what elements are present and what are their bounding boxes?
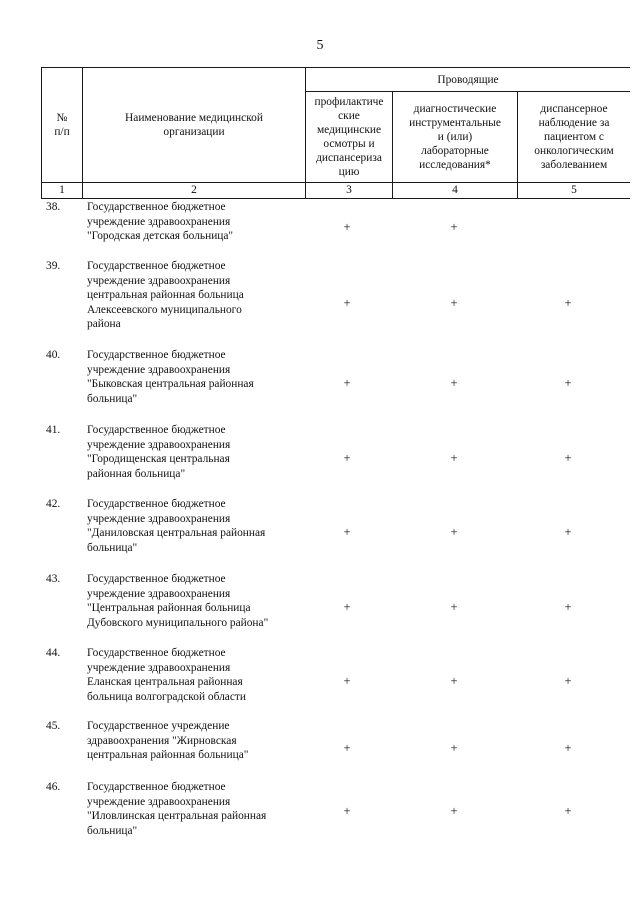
- mark-col3: +: [343, 451, 351, 465]
- organization-name: Государственное бюджетное учреждение здравоохранения "Иловлинская центральная районная больница": [87, 781, 267, 837]
- mark-col4: +: [450, 600, 458, 614]
- mark-col3: +: [343, 741, 351, 755]
- mark-col5: +: [564, 525, 572, 539]
- column-number-bottom-border: [41, 198, 630, 199]
- header-col5: диспансерное наблюдение за пациентом с онкологическим заболеванием: [534, 103, 614, 171]
- organization-name: Государственное бюджетное учреждение здравоохранения "Центральная районная больница Дубовского муниципального района": [87, 573, 269, 629]
- column-number-2: 2: [191, 184, 197, 196]
- mark-col5: +: [564, 451, 572, 465]
- header-col3: профилактиче ские медицинские осмотры и диспансериза цию: [314, 96, 384, 178]
- organization-name: Государственное бюджетное учреждение здравоохранения "Быковская центральная районная больница": [87, 349, 254, 405]
- mark-col3: +: [343, 376, 351, 390]
- mark-col4: +: [450, 296, 458, 310]
- mark-col3: +: [343, 296, 351, 310]
- row-number: 38.: [46, 201, 61, 213]
- row-number: 40.: [46, 349, 61, 361]
- header-organization: Наименование медицинской организации: [125, 112, 263, 138]
- organization-name: Государственное бюджетное учреждение здравоохранения "Городищенская центральная районная больница": [87, 424, 231, 480]
- row-number: 42.: [46, 498, 61, 510]
- mark-col3: +: [343, 674, 351, 688]
- row-number: 39.: [46, 260, 61, 272]
- organization-name: Государственное бюджетное учреждение здравоохранения "Даниловская центральная районная больница": [87, 498, 266, 554]
- mark-col4: +: [450, 741, 458, 755]
- row-number: 45.: [46, 720, 61, 732]
- mark-col4: +: [450, 376, 458, 390]
- mark-col5: +: [564, 674, 572, 688]
- page-number: 5: [316, 38, 324, 53]
- column-number-4: 4: [452, 184, 458, 196]
- row-number: 44.: [46, 647, 61, 659]
- header-num: № п/п: [54, 112, 70, 138]
- header-group-label: Проводящие: [437, 73, 499, 86]
- mark-col5: +: [564, 600, 572, 614]
- mark-col5: +: [564, 804, 572, 818]
- organization-name: Государственное бюджетное учреждение здравоохранения Еланская центральная районная больница волгоградской области: [87, 647, 246, 703]
- column-number-5: 5: [571, 184, 577, 196]
- mark-col3: +: [343, 600, 351, 614]
- organization-name: Государственное бюджетное учреждение здравоохранения "Городская детская больница": [87, 201, 234, 243]
- mark-col3: +: [343, 525, 351, 539]
- organization-name: Государственное бюджетное учреждение здравоохранения центральная районная больница Алексеевского муниципального района: [87, 260, 244, 331]
- mark-col3: +: [343, 220, 351, 234]
- mark-col4: +: [450, 804, 458, 818]
- mark-col5: +: [564, 296, 572, 310]
- mark-col4: +: [450, 220, 458, 234]
- organization-name: Государственное учреждение здравоохранения "Жирновская центральная районная больница": [87, 720, 249, 762]
- mark-col5: +: [564, 741, 572, 755]
- mark-col4: +: [450, 451, 458, 465]
- header-col4: диагностические инструментальные и (или) лабораторные исследования*: [409, 103, 501, 171]
- column-number-3: 3: [346, 184, 352, 196]
- mark-col5: +: [564, 376, 572, 390]
- row-number: 43.: [46, 573, 61, 585]
- mark-col4: +: [450, 674, 458, 688]
- column-number-1: 1: [59, 184, 65, 196]
- mark-col4: +: [450, 525, 458, 539]
- row-number: 46.: [46, 781, 61, 793]
- row-number: 41.: [46, 424, 61, 436]
- mark-col3: +: [343, 804, 351, 818]
